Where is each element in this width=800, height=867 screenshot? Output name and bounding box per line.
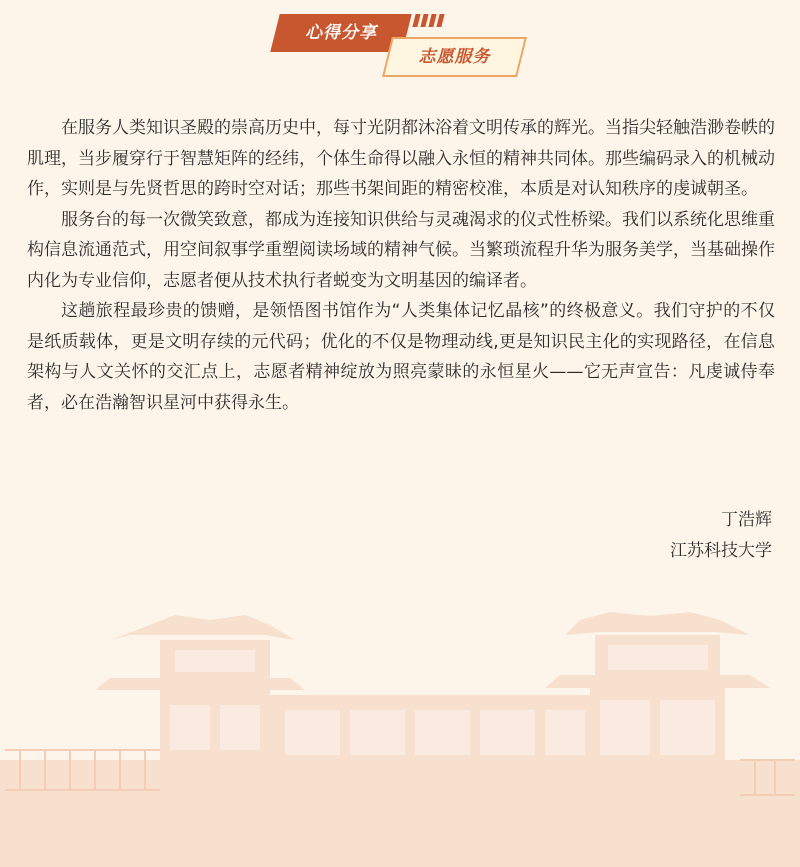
article-paragraph: 这趟旅程最珍贵的馈赠，是领悟图书馆作为“人类集体记忆晶核”的终极意义。我们守护的不仅是纸质载体，更是文明存续的元代码；优化的不仅是物理动线,更是知识民主化的实现路径，在信息架构与人文关怀的交汇点上，志愿者精神绽放为照亮蒙昧的永恒星火——它无声宣告：凡虔诚侍奉者，必在浩瀚智识星河中获得永生。 — [27, 301, 775, 413]
stripes-decoration — [414, 14, 443, 27]
primary-tag-label: 心得分享 — [305, 23, 377, 43]
library-building-illustration — [0, 590, 800, 867]
author-name: 丁浩辉 — [721, 510, 772, 530]
article-paragraph: 服务台的每一次微笑致意，都成为连接知识供给与灵魂渴求的仪式性桥梁。我们以系统化思维重构信息流通范式，用空间叙事学重塑阅读场域的精神气候。当繁琐流程升华为服务美学，当基础操作内化为专业信仰，志愿者便从技术执行者蜕变为文明基因的编译者。 — [27, 209, 775, 291]
stripe — [420, 14, 428, 27]
section-header — [0, 0, 800, 90]
article-body — [27, 113, 775, 418]
article-paragraph: 在服务人类知识圣殿的崇高历史中，每寸光阴都沐浴着文明传承的辉光。当指尖轻触浩渺卷帙的肌理，当步履穿行于智慧矩阵的经纬，个体生命得以融入永恒的精神共同体。那些编码录入的机械动作，实则是与先贤哲思的跨时空对话；那些书架间距的精密校准，本质是对认知秩序的虔诚朝圣。 — [27, 118, 775, 199]
stripe — [428, 14, 436, 27]
stripe — [436, 14, 444, 27]
signature — [670, 505, 772, 567]
stripe — [412, 14, 420, 27]
author-school: 江苏科技大学 — [670, 541, 772, 561]
secondary-tag-label: 志愿服务 — [418, 47, 491, 67]
